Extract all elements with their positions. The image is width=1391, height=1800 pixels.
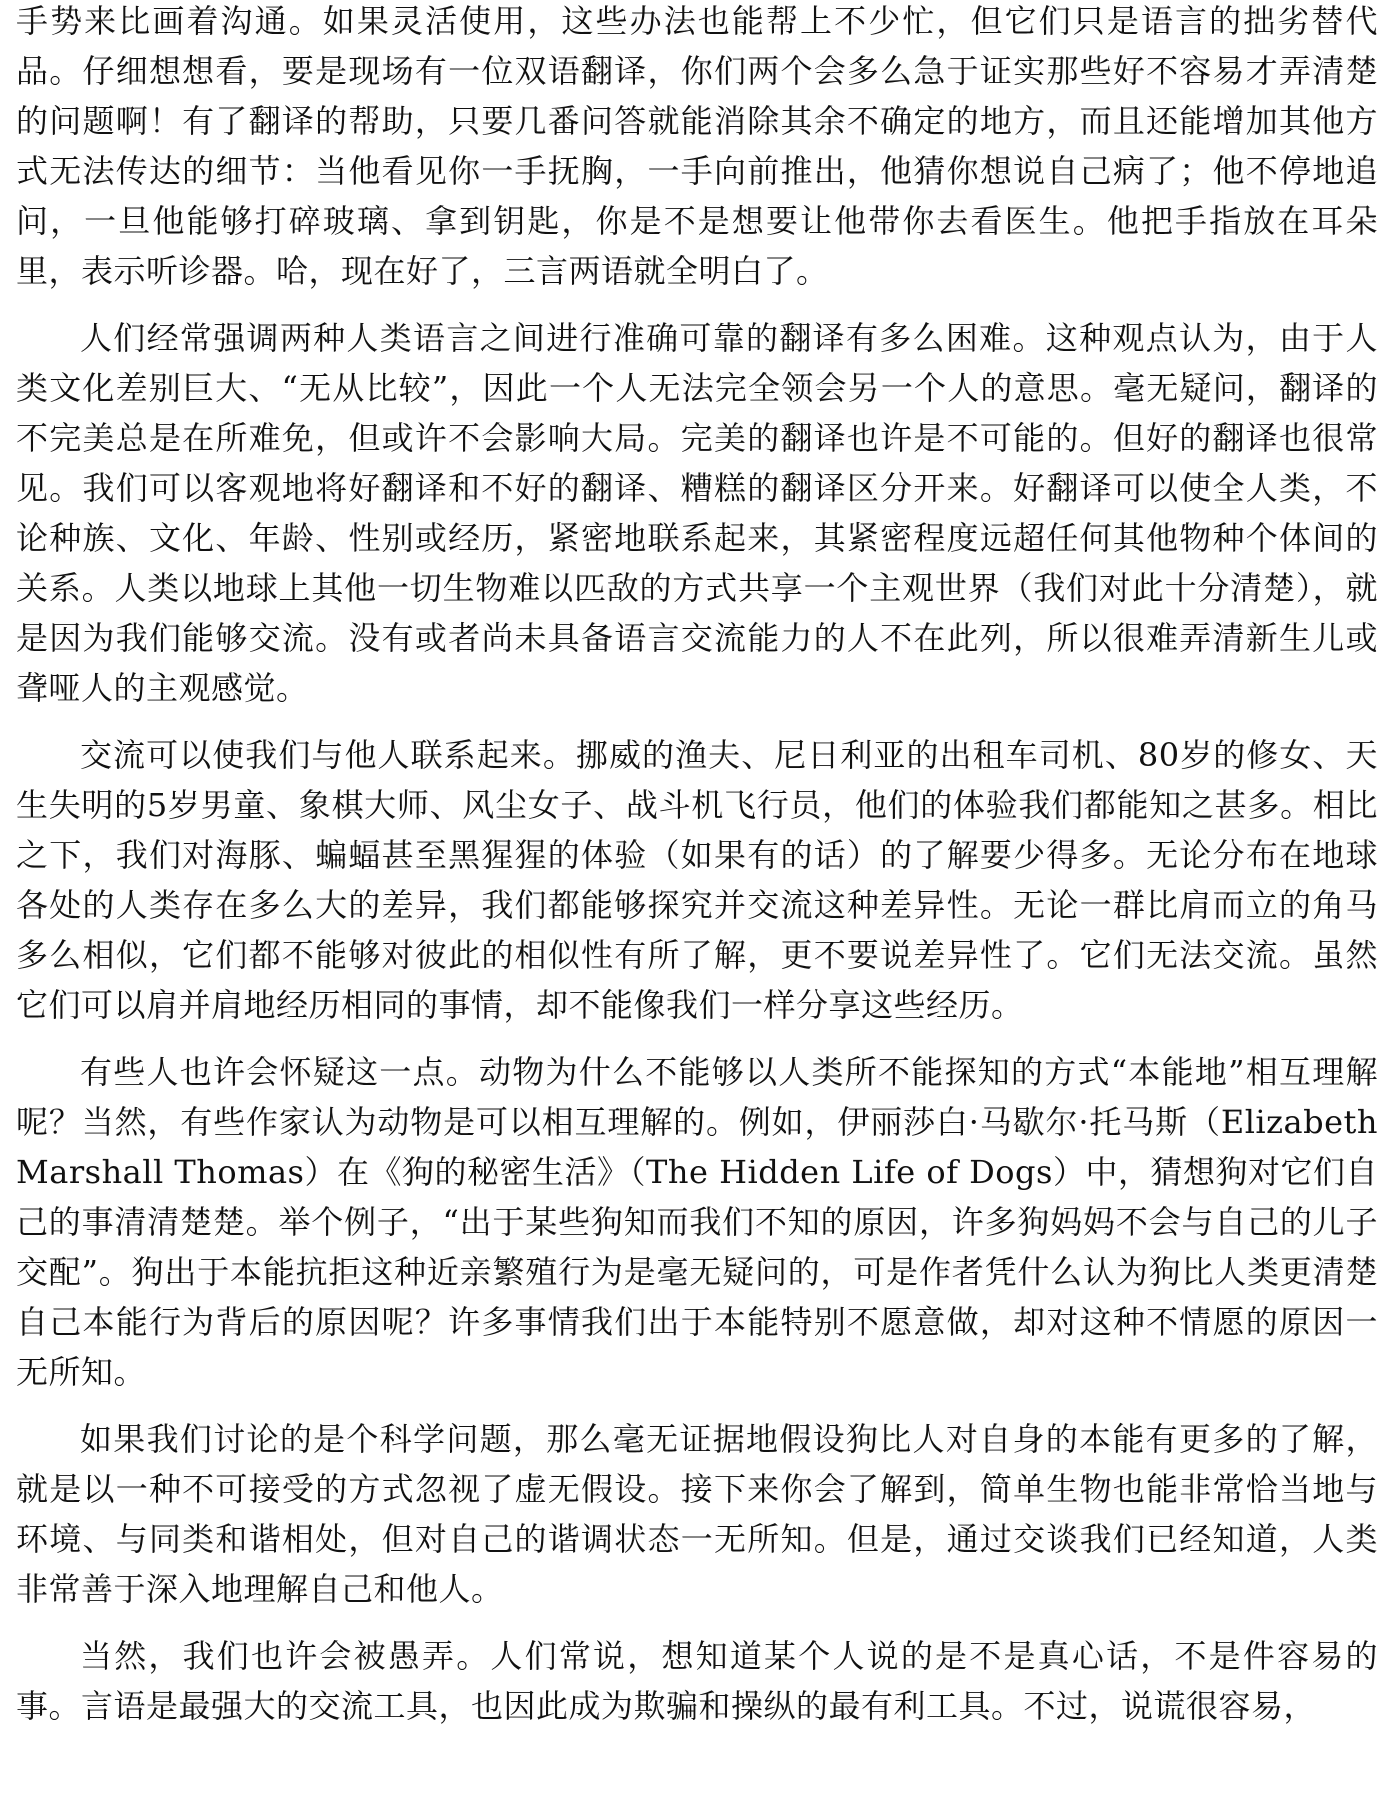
paragraph-4: 有些人也许会怀疑这一点。动物为什么不能够以人类所不能探知的方式“本能地”相互理解呢？当然，有些作家认为动物是可以相互理解的。例如，伊丽莎白·马歇尔·托马斯（Elizabeth Marshall Thomas）在《狗的秘密生活》（The Hidden Life of Dogs）中，猜想狗对它们自己的事清清楚楚。举个例子，“出于某些狗知而我们不知的原因，许多狗妈妈不会与自己的儿子交配”。狗出于本能抗拒这种近亲繁殖行为是毫无疑问的，可是作者凭什么认为狗比人类更清楚自己本能行为背后的原因呢？许多事情我们出于本能特别不愿意做，却对这种不情愿的原因一无所知。 [16, 1053, 1378, 1391]
paragraph-6: 当然，我们也许会被愚弄。人们常说，想知道某个人说的是不是真心话，不是件容易的事。言语是最强大的交流工具，也因此成为欺骗和操纵的最有利工具。不过，说谎很容易， [16, 1637, 1378, 1725]
paragraph-5: 如果我们讨论的是个科学问题，那么毫无证据地假设狗比人对自身的本能有更多的了解，就是以一种不可接受的方式忽视了虚无假设。接下来你会了解到，简单生物也能非常恰当地与环境、与同类和谐相处，但对自己的谐调状态一无所知。但是，通过交谈我们已经知道，人类非常善于深入地理解自己和他人。 [16, 1420, 1378, 1608]
paragraph-2: 人们经常强调两种人类语言之间进行准确可靠的翻译有多么困难。这种观点认为，由于人类文化差别巨大、“无从比较”，因此一个人无法完全领会另一个人的意思。毫无疑问，翻译的不完美总是在所难免，但或许不会影响大局。完美的翻译也许是不可能的。但好的翻译也很常见。我们可以客观地将好翻译和不好的翻译、糟糕的翻译区分开来。好翻译可以使全人类，不论种族、文化、年龄、性别或经历，紧密地联系起来，其紧密程度远超任何其他物种个体间的关系。人类以地球上其他一切生物难以匹敌的方式共享一个主观世界（我们对此十分清楚），就是因为我们能够交流。没有或者尚未具备语言交流能力的人不在此列，所以很难弄清新生儿或聋哑人的主观感觉。 [16, 319, 1378, 707]
paragraph-3: 交流可以使我们与他人联系起来。挪威的渔夫、尼日利亚的出租车司机、80岁的修女、天生失明的5岁男童、象棋大师、风尘女子、战斗机飞行员，他们的体验我们都能知之甚多。相比之下，我们对海豚、蝙蝠甚至黑猩猩的体验（如果有的话）的了解要少得多。无论分布在地球各处的人类存在多么大的差异，我们都能够探究并交流这种差异性。无论一群比肩而立的角马多么相似，它们都不能够对彼此的相似性有所了解，更不要说差异性了。它们无法交流。虽然它们可以肩并肩地经历相同的事情，却不能像我们一样分享这些经历。 [16, 736, 1378, 1024]
paragraph-1: 手势来比画着沟通。如果灵活使用，这些办法也能帮上不少忙，但它们只是语言的拙劣替代品。仔细想想看，要是现场有一位双语翻译，你们两个会多么急于证实那些好不容易才弄清楚的问题啊！有了翻译的帮助，只要几番问答就能消除其余不确定的地方，而且还能增加其他方式无法传达的细节：当他看见你一手抚胸，一手向前推出，他猜你想说自己病了；他不停地追问，一旦他能够打碎玻璃、拿到钥匙，你是不是想要让他带你去看医生。他把手指放在耳朵里，表示听诊器。哈，现在好了，三言两语就全明白了。 [16, 2, 1378, 290]
body-text [16, 0, 1378, 1748]
